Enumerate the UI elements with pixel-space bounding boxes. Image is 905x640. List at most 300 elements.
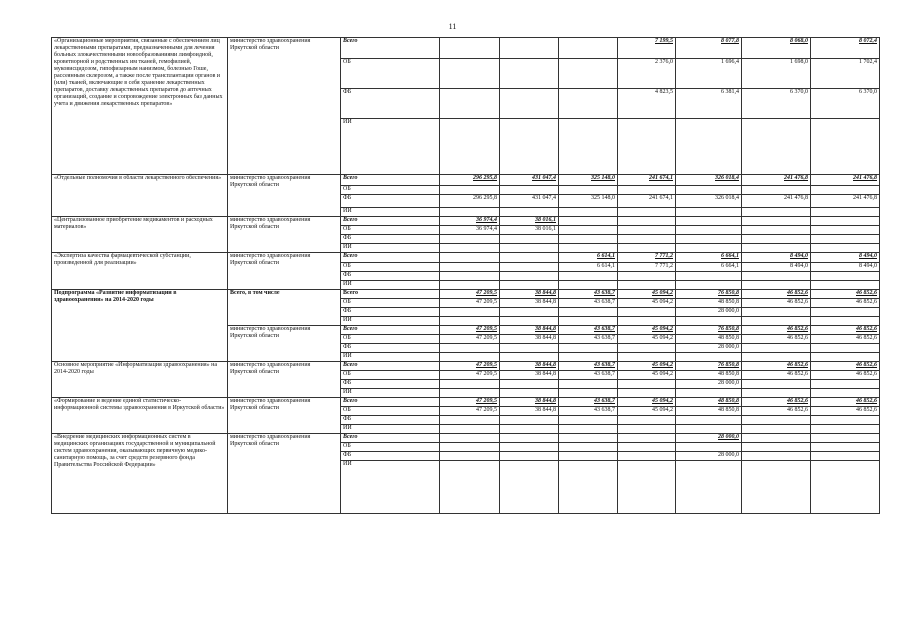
amount-cell xyxy=(676,217,742,226)
amount-cell xyxy=(742,119,811,175)
amount-cell xyxy=(742,217,811,226)
executor: министерство здравоохранения Иркутской области xyxy=(228,175,341,217)
amount-cell xyxy=(676,461,742,514)
amount-cell xyxy=(440,443,500,452)
amount-cell: 28 000,0 xyxy=(676,344,742,353)
amount-cell xyxy=(811,425,880,434)
amount-cell: 47 209,5 xyxy=(440,398,500,407)
amount-cell: 48 850,8 xyxy=(676,371,742,380)
amount-cell xyxy=(742,344,811,353)
amount-cell xyxy=(742,434,811,443)
amount-cell xyxy=(559,89,618,119)
amount-cell: 45 094,2 xyxy=(618,290,676,299)
funding-source: ОБ xyxy=(341,263,440,272)
amount-cell xyxy=(742,380,811,389)
funding-source: ИИ xyxy=(341,119,440,175)
amount-cell: 326 018,4 xyxy=(676,175,742,186)
amount-cell xyxy=(500,186,559,195)
funding-source: ИИ xyxy=(341,281,440,290)
executor: министерство здравоохранения Иркутской области xyxy=(228,38,341,175)
amount-cell xyxy=(618,226,676,235)
page-number: 11 xyxy=(448,22,457,31)
amount-cell: 43 638,7 xyxy=(559,290,618,299)
amount-cell: 47 209,5 xyxy=(440,407,500,416)
funding-source: ФБ xyxy=(341,452,440,461)
amount-cell: 45 094,2 xyxy=(618,326,676,335)
amount-cell xyxy=(559,344,618,353)
amount-cell: 46 852,6 xyxy=(811,362,880,371)
amount-cell xyxy=(500,308,559,317)
amount-cell xyxy=(500,253,559,263)
amount-cell: 36 974,4 xyxy=(440,226,500,235)
table-row xyxy=(52,217,880,226)
amount-cell xyxy=(559,59,618,89)
funding-source: ОБ xyxy=(341,335,440,344)
amount-cell xyxy=(440,308,500,317)
funding-source: Всего xyxy=(341,362,440,371)
amount-cell xyxy=(440,235,500,244)
amount-cell: 296 295,8 xyxy=(440,195,500,208)
amount-cell: 45 094,2 xyxy=(618,398,676,407)
amount-cell xyxy=(500,263,559,272)
amount-cell: 46 852,6 xyxy=(811,335,880,344)
amount-cell xyxy=(742,353,811,362)
executor: министерство здравоохранения Иркутской области xyxy=(228,434,341,514)
amount-cell xyxy=(618,344,676,353)
amount-cell xyxy=(618,317,676,326)
amount-cell xyxy=(742,235,811,244)
amount-cell xyxy=(618,308,676,317)
amount-cell: 8 077,8 xyxy=(676,38,742,59)
amount-cell: 46 852,6 xyxy=(811,398,880,407)
amount-cell xyxy=(811,235,880,244)
amount-cell xyxy=(676,235,742,244)
amount-cell xyxy=(742,425,811,434)
amount-cell xyxy=(500,389,559,398)
amount-cell: 46 852,6 xyxy=(742,326,811,335)
amount-cell xyxy=(559,443,618,452)
activity-name: «Экспертиза качества фармацевтической субстанции, произведенной для реализации» xyxy=(52,253,228,290)
amount-cell xyxy=(811,208,880,217)
amount-cell xyxy=(500,452,559,461)
amount-cell xyxy=(500,443,559,452)
amount-cell: 38 844,8 xyxy=(500,371,559,380)
activity-name: «Формирование и ведение единой статистическо-информационной системы здравоохранения в Иркутской области» xyxy=(52,398,228,434)
amount-cell xyxy=(500,317,559,326)
amount-cell: 45 094,2 xyxy=(618,371,676,380)
amount-cell: 48 850,8 xyxy=(676,398,742,407)
amount-cell xyxy=(618,281,676,290)
funding-source: Всего xyxy=(341,253,440,263)
amount-cell: 6 664,1 xyxy=(676,253,742,263)
amount-cell: 48 850,8 xyxy=(676,335,742,344)
amount-cell: 6 370,0 xyxy=(742,89,811,119)
amount-cell: 46 852,6 xyxy=(811,326,880,335)
amount-cell xyxy=(618,461,676,514)
funding-source: ФБ xyxy=(341,416,440,425)
amount-cell xyxy=(559,353,618,362)
amount-cell xyxy=(500,272,559,281)
amount-cell: 46 852,6 xyxy=(811,290,880,299)
amount-cell xyxy=(500,208,559,217)
amount-cell: 8 072,4 xyxy=(811,38,880,59)
amount-cell xyxy=(618,389,676,398)
amount-cell xyxy=(559,119,618,175)
funding-source: Всего xyxy=(341,398,440,407)
amount-cell: 36 974,4 xyxy=(440,217,500,226)
amount-cell: 8 068,0 xyxy=(742,38,811,59)
activity-name: «Отдельные полномочия в области лекарственного обеспечения» xyxy=(52,175,228,217)
funding-source: ФБ xyxy=(341,272,440,281)
amount-cell: 45 094,2 xyxy=(618,407,676,416)
amount-cell: 241 674,1 xyxy=(618,175,676,186)
amount-cell xyxy=(676,186,742,195)
amount-cell xyxy=(559,452,618,461)
amount-cell: 43 638,7 xyxy=(559,362,618,371)
funding-source: Всего xyxy=(341,175,440,186)
amount-cell xyxy=(811,317,880,326)
amount-cell: 8 494,0 xyxy=(811,253,880,263)
amount-cell xyxy=(676,272,742,281)
amount-cell: 47 209,5 xyxy=(440,371,500,380)
amount-cell: 241 476,8 xyxy=(742,195,811,208)
funding-source: ИИ xyxy=(341,244,440,253)
amount-cell xyxy=(440,186,500,195)
amount-cell xyxy=(742,226,811,235)
amount-cell xyxy=(500,425,559,434)
amount-cell xyxy=(618,217,676,226)
amount-cell xyxy=(559,308,618,317)
amount-cell: 46 852,6 xyxy=(742,398,811,407)
amount-cell: 46 852,6 xyxy=(742,362,811,371)
funding-source: Всего xyxy=(341,217,440,226)
amount-cell: 38 844,8 xyxy=(500,326,559,335)
funding-source: Всего xyxy=(341,290,440,299)
amount-cell xyxy=(500,344,559,353)
amount-cell: 46 852,6 xyxy=(742,407,811,416)
amount-cell xyxy=(742,317,811,326)
amount-cell: 28 000,0 xyxy=(676,308,742,317)
amount-cell: 8 494,0 xyxy=(811,263,880,272)
funding-source: ОБ xyxy=(341,226,440,235)
amount-cell: 38 844,8 xyxy=(500,362,559,371)
amount-cell xyxy=(440,272,500,281)
amount-cell: 76 850,8 xyxy=(676,326,742,335)
funding-source: ИИ xyxy=(341,461,440,514)
amount-cell xyxy=(500,281,559,290)
budget-table xyxy=(51,37,880,514)
amount-cell: 46 852,6 xyxy=(742,290,811,299)
amount-cell: 38 016,1 xyxy=(500,217,559,226)
funding-source: ИИ xyxy=(341,208,440,217)
amount-cell: 43 638,7 xyxy=(559,299,618,308)
amount-cell: 47 209,5 xyxy=(440,362,500,371)
funding-source: ОБ xyxy=(341,299,440,308)
amount-cell xyxy=(676,443,742,452)
amount-cell xyxy=(811,434,880,443)
amount-cell: 6 614,1 xyxy=(559,263,618,272)
amount-cell xyxy=(618,208,676,217)
amount-cell xyxy=(742,208,811,217)
amount-cell xyxy=(811,217,880,226)
amount-cell: 47 209,5 xyxy=(440,326,500,335)
amount-cell: 43 638,7 xyxy=(559,326,618,335)
amount-cell xyxy=(440,253,500,263)
amount-cell xyxy=(742,272,811,281)
amount-cell: 28 000,0 xyxy=(676,434,742,443)
amount-cell: 38 844,8 xyxy=(500,335,559,344)
amount-cell xyxy=(618,452,676,461)
amount-cell xyxy=(500,353,559,362)
funding-source: Всего xyxy=(341,326,440,335)
amount-cell: 7 771,2 xyxy=(618,263,676,272)
amount-cell xyxy=(618,235,676,244)
amount-cell xyxy=(440,344,500,353)
amount-cell xyxy=(500,434,559,443)
amount-cell: 38 844,8 xyxy=(500,407,559,416)
amount-cell: 38 016,1 xyxy=(500,226,559,235)
amount-cell: 241 476,8 xyxy=(811,195,880,208)
amount-cell: 47 209,5 xyxy=(440,299,500,308)
executor: министерство здравоохранения Иркутской области xyxy=(228,253,341,290)
amount-cell xyxy=(440,281,500,290)
funding-source: ФБ xyxy=(341,235,440,244)
amount-cell xyxy=(440,416,500,425)
amount-cell xyxy=(676,281,742,290)
amount-cell: 28 000,0 xyxy=(676,452,742,461)
amount-cell: 241 674,1 xyxy=(618,195,676,208)
amount-cell: 431 047,4 xyxy=(500,175,559,186)
table-row xyxy=(52,253,880,263)
table-row xyxy=(52,38,880,59)
amount-cell xyxy=(440,244,500,253)
amount-cell: 241 476,8 xyxy=(742,175,811,186)
amount-cell: 46 852,6 xyxy=(742,299,811,308)
amount-cell xyxy=(676,317,742,326)
amount-cell: 46 852,6 xyxy=(811,371,880,380)
amount-cell xyxy=(618,244,676,253)
amount-cell xyxy=(811,244,880,253)
amount-cell: 326 018,4 xyxy=(676,195,742,208)
amount-cell: 46 852,6 xyxy=(811,407,880,416)
amount-cell xyxy=(676,425,742,434)
executor: министерство здравоохранения Иркутской области xyxy=(228,362,341,398)
amount-cell xyxy=(811,443,880,452)
amount-cell xyxy=(440,452,500,461)
amount-cell xyxy=(742,461,811,514)
amount-cell xyxy=(559,217,618,226)
amount-cell xyxy=(559,244,618,253)
amount-cell xyxy=(811,452,880,461)
amount-cell xyxy=(618,425,676,434)
amount-cell: 4 823,5 xyxy=(618,89,676,119)
amount-cell xyxy=(559,389,618,398)
amount-cell xyxy=(618,434,676,443)
amount-cell: 48 850,8 xyxy=(676,299,742,308)
amount-cell xyxy=(440,59,500,89)
funding-source: Всего xyxy=(341,38,440,59)
funding-source: ИИ xyxy=(341,425,440,434)
activity-name: «Внедрение медицинских информационных систем в медицинских организациях государственной и муниципальной систем здравоохранения, оказывающих первичную медико-санитарную помощь, за счет средств резервного фонда Правительства Российской Федерации» xyxy=(52,434,228,514)
amount-cell xyxy=(440,119,500,175)
amount-cell xyxy=(742,186,811,195)
amount-cell: 43 638,7 xyxy=(559,398,618,407)
amount-cell: 45 094,2 xyxy=(618,299,676,308)
amount-cell xyxy=(811,353,880,362)
amount-cell: 6 381,4 xyxy=(676,89,742,119)
amount-cell xyxy=(811,281,880,290)
amount-cell xyxy=(500,380,559,389)
amount-cell: 1 698,0 xyxy=(742,59,811,89)
amount-cell: 296 295,8 xyxy=(440,175,500,186)
amount-cell xyxy=(559,317,618,326)
funding-source: ФБ xyxy=(341,195,440,208)
amount-cell xyxy=(618,380,676,389)
amount-cell xyxy=(742,416,811,425)
executor: министерство здравоохранения Иркутской области xyxy=(228,398,341,434)
funding-source: ФБ xyxy=(341,380,440,389)
amount-cell xyxy=(811,461,880,514)
amount-cell: 38 844,8 xyxy=(500,290,559,299)
amount-cell xyxy=(440,89,500,119)
amount-cell xyxy=(676,119,742,175)
amount-cell xyxy=(676,226,742,235)
amount-cell: 47 209,5 xyxy=(440,290,500,299)
amount-cell xyxy=(676,353,742,362)
amount-cell xyxy=(618,119,676,175)
amount-cell xyxy=(440,263,500,272)
amount-cell: 7 771,2 xyxy=(618,253,676,263)
amount-cell xyxy=(676,416,742,425)
table-row xyxy=(52,362,880,371)
amount-cell xyxy=(811,272,880,281)
amount-cell xyxy=(676,389,742,398)
amount-cell: 76 850,8 xyxy=(676,362,742,371)
amount-cell xyxy=(500,89,559,119)
amount-cell xyxy=(559,380,618,389)
amount-cell xyxy=(811,186,880,195)
amount-cell xyxy=(440,425,500,434)
amount-cell xyxy=(742,443,811,452)
amount-cell xyxy=(440,317,500,326)
table-row xyxy=(52,434,880,443)
amount-cell: 8 494,0 xyxy=(742,263,811,272)
amount-cell: 46 852,6 xyxy=(742,371,811,380)
amount-cell: 325 148,0 xyxy=(559,195,618,208)
amount-cell: 38 844,8 xyxy=(500,299,559,308)
amount-cell: 6 614,1 xyxy=(559,253,618,263)
amount-cell xyxy=(559,208,618,217)
executor: министерство здравоохранения Иркутской области xyxy=(228,217,341,253)
funding-source: ИИ xyxy=(341,353,440,362)
amount-cell xyxy=(500,59,559,89)
funding-source: ОБ xyxy=(341,443,440,452)
amount-cell xyxy=(440,353,500,362)
funding-source: ФБ xyxy=(341,344,440,353)
amount-cell xyxy=(618,416,676,425)
amount-cell xyxy=(440,461,500,514)
table-row xyxy=(52,290,880,299)
amount-cell xyxy=(559,226,618,235)
amount-cell xyxy=(811,416,880,425)
amount-cell: 325 148,0 xyxy=(559,175,618,186)
amount-cell: 46 852,6 xyxy=(742,335,811,344)
amount-cell: 43 638,7 xyxy=(559,371,618,380)
amount-cell xyxy=(742,244,811,253)
amount-cell xyxy=(618,272,676,281)
amount-cell xyxy=(618,353,676,362)
amount-cell xyxy=(559,461,618,514)
amount-cell xyxy=(559,38,618,59)
amount-cell xyxy=(811,226,880,235)
amount-cell xyxy=(811,344,880,353)
table-row xyxy=(52,175,880,186)
amount-cell: 43 638,7 xyxy=(559,407,618,416)
amount-cell: 45 094,2 xyxy=(618,362,676,371)
amount-cell xyxy=(440,208,500,217)
amount-cell xyxy=(440,38,500,59)
amount-cell: 2 376,0 xyxy=(618,59,676,89)
amount-cell: 47 209,5 xyxy=(440,335,500,344)
amount-cell xyxy=(500,119,559,175)
funding-source: ОБ xyxy=(341,407,440,416)
table-row xyxy=(52,398,880,407)
amount-cell xyxy=(618,186,676,195)
activity-name: «Централизованное приобретение медикаментов и расходных материалов» xyxy=(52,217,228,253)
funding-source: ОБ xyxy=(341,371,440,380)
amount-cell: 43 638,7 xyxy=(559,335,618,344)
amount-cell xyxy=(811,308,880,317)
amount-cell xyxy=(742,452,811,461)
amount-cell xyxy=(742,308,811,317)
amount-cell xyxy=(811,380,880,389)
amount-cell xyxy=(676,208,742,217)
amount-cell xyxy=(559,272,618,281)
amount-cell: 28 000,0 xyxy=(676,380,742,389)
amount-cell: 1 696,4 xyxy=(676,59,742,89)
amount-cell xyxy=(559,235,618,244)
amount-cell xyxy=(500,38,559,59)
amount-cell xyxy=(559,416,618,425)
activity-name: Подпрограмма «Развитие информатизации в здравоохранении» на 2014-2020 годы xyxy=(52,290,228,362)
amount-cell xyxy=(559,186,618,195)
amount-cell: 38 844,8 xyxy=(500,398,559,407)
funding-source: ФБ xyxy=(341,308,440,317)
amount-cell xyxy=(742,389,811,398)
amount-cell: 6 664,1 xyxy=(676,263,742,272)
funding-source: ИИ xyxy=(341,317,440,326)
amount-cell: 76 850,8 xyxy=(676,290,742,299)
funding-source: ОБ xyxy=(341,59,440,89)
amount-cell xyxy=(742,281,811,290)
amount-cell: 1 702,4 xyxy=(811,59,880,89)
funding-source: ФБ xyxy=(341,89,440,119)
amount-cell xyxy=(676,244,742,253)
amount-cell xyxy=(500,244,559,253)
amount-cell xyxy=(811,389,880,398)
amount-cell xyxy=(811,119,880,175)
amount-cell: 45 094,2 xyxy=(618,335,676,344)
amount-cell: 431 047,4 xyxy=(500,195,559,208)
amount-cell: 7 199,5 xyxy=(618,38,676,59)
funding-source: ИИ xyxy=(341,389,440,398)
activity-name: «Организационные мероприятия, связанные с обеспечением лиц лекарственными препаратами, предназначенными для лечения больных злокачественными новообразованиями лимфоидной, кроветворной и родственных им тканей, гемофилией, муковисцидозом, гипофизарным нанизмом, болезнью Гоше, рассеянным склерозом, а также после трансплантации органов и (или) тканей, включающие в себя хранение лекарственных препаратов, доставку лекарственных препаратов до аптечных организаций, создание и сопровождение электронных баз данных учета и движения лекарственных препаратов» xyxy=(52,38,228,175)
amount-cell xyxy=(618,443,676,452)
amount-cell: 46 852,6 xyxy=(811,299,880,308)
activity-name: Основное мероприятие «Информатизация здравоохранения» на 2014-2020 годы xyxy=(52,362,228,398)
funding-source: ОБ xyxy=(341,186,440,195)
amount-cell xyxy=(440,380,500,389)
